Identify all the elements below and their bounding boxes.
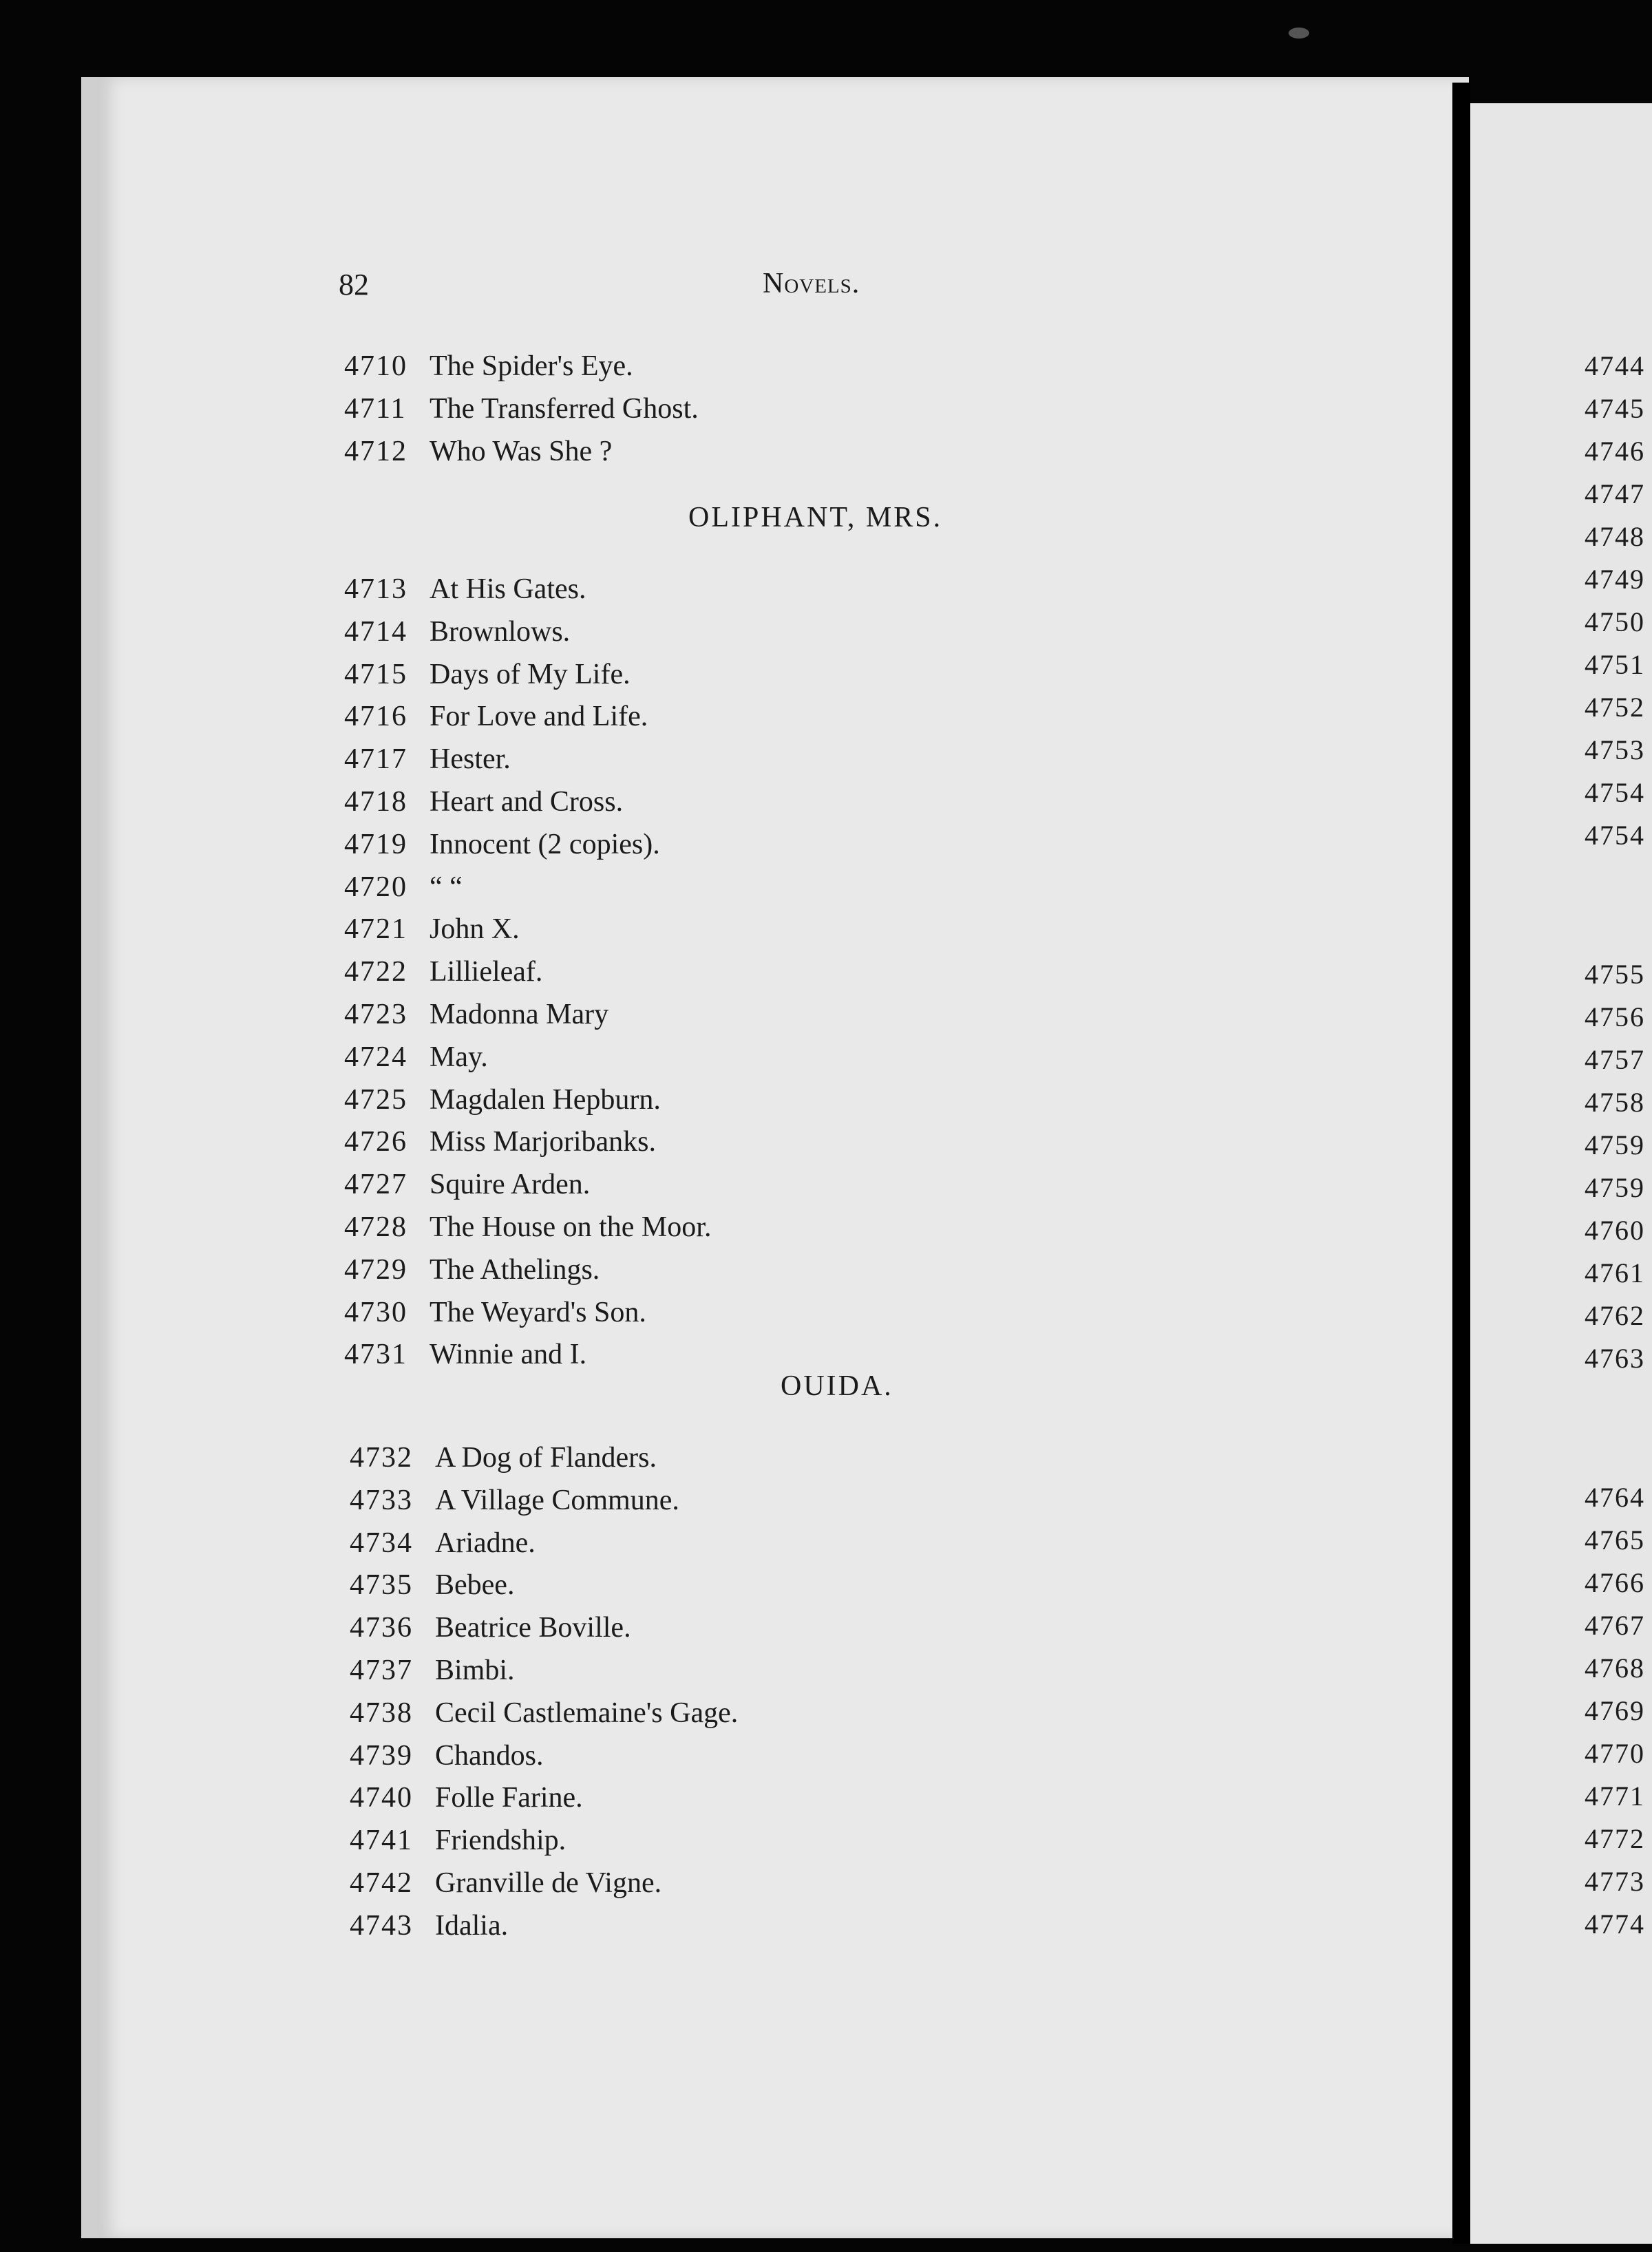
entry-title: Madonna Mary: [430, 999, 609, 1030]
facing-entry-number: 4763: [1585, 1343, 1645, 1374]
entry-title: Chandos.: [435, 1739, 544, 1772]
catalog-entry: [344, 700, 648, 739]
facing-entry-number: 4762: [1585, 1300, 1645, 1331]
catalog-entry: [344, 573, 586, 611]
facing-entry-number: 4758: [1585, 1087, 1645, 1118]
entry-title: For Love and Life.: [430, 701, 648, 733]
catalog-entry: [350, 1611, 631, 1650]
entry-number: 4728: [344, 1211, 407, 1243]
entry-number: 4735: [350, 1569, 413, 1602]
catalog-entry: [350, 1781, 583, 1820]
entry-number: 4729: [344, 1253, 407, 1286]
facing-entry-number: 4759: [1585, 1172, 1645, 1203]
entry-title: Heart and Cross.: [430, 786, 624, 818]
catalog-entry: [344, 1125, 656, 1164]
catalog-entry: [350, 1824, 566, 1862]
page-number: 82: [339, 268, 369, 301]
facing-entry-number: 4754: [1585, 820, 1645, 851]
entry-title: Miss Marjoribanks.: [430, 1126, 656, 1158]
entry-number: 4713: [344, 573, 407, 605]
entry-number: 4734: [350, 1527, 413, 1559]
entry-title: Ariadne.: [435, 1527, 536, 1559]
book-gutter: [1452, 83, 1470, 2244]
catalog-entry: [344, 1041, 488, 1079]
facing-entry-number: 4774: [1585, 1909, 1645, 1940]
entry-number: 4727: [344, 1169, 407, 1201]
catalog-entry: [350, 1569, 514, 1607]
entry-number: 4722: [344, 956, 407, 988]
author-heading: OUIDA.: [781, 1370, 893, 1402]
catalog-entry: [344, 828, 660, 867]
catalog-entry: [344, 1168, 590, 1207]
entry-title: John X.: [430, 913, 520, 946]
facing-entry-number: 4767: [1585, 1610, 1645, 1641]
entry-number: 4725: [344, 1083, 407, 1116]
catalog-entry: [344, 615, 570, 654]
entry-title: Winnie and I.: [430, 1339, 587, 1371]
entry-number: 4724: [344, 1041, 407, 1073]
book-page: [81, 77, 1469, 2238]
entry-title: May.: [430, 1041, 488, 1073]
entry-title: Lillieleaf.: [430, 956, 543, 988]
entry-title: Bebee.: [435, 1569, 515, 1602]
facing-entry-number: 4750: [1585, 606, 1645, 637]
entry-number: 4718: [344, 786, 407, 818]
facing-entry-number: 4751: [1585, 649, 1645, 680]
facing-entry-number: 4760: [1585, 1215, 1645, 1246]
author-heading: OLIPHANT, MRS.: [688, 502, 943, 533]
entry-number: 4739: [350, 1739, 413, 1772]
entry-number: 4731: [344, 1339, 407, 1371]
facing-entry-number: 4766: [1585, 1567, 1645, 1598]
catalog-entry: [344, 350, 633, 388]
facing-entry-number: 4771: [1585, 1781, 1645, 1812]
dust-speck: [1289, 28, 1309, 39]
entry-number: 4720: [344, 871, 407, 903]
entry-title: Idalia.: [435, 1909, 509, 1942]
facing-entry-number: 4768: [1585, 1653, 1645, 1683]
entry-title: A Village Commune.: [435, 1484, 679, 1516]
facing-entry-number: 4753: [1585, 734, 1645, 765]
catalog-entry: [344, 998, 608, 1037]
facing-entry-number: 4770: [1585, 1738, 1645, 1769]
entry-number: 4741: [350, 1825, 413, 1857]
catalog-entry: [344, 743, 511, 781]
entry-number: 4737: [350, 1655, 413, 1686]
catalog-entry: [344, 1211, 711, 1249]
entry-title: The Transferred Ghost.: [430, 392, 699, 425]
facing-entry-number: 4744: [1585, 350, 1645, 381]
running-title: Novels.: [763, 268, 860, 299]
entry-number: 4719: [344, 828, 407, 860]
entry-title: Days of My Life.: [430, 658, 631, 690]
entry-title: The Weyard's Son.: [430, 1296, 646, 1328]
entry-title: Cecil Castlemaine's Gage.: [435, 1697, 739, 1729]
catalog-entry: [344, 435, 612, 474]
facing-entry-number: 4772: [1585, 1823, 1645, 1854]
entry-number: 4715: [344, 658, 407, 690]
facing-entry-number: 4765: [1585, 1525, 1645, 1555]
catalog-entry: [350, 1697, 738, 1735]
entry-title: Folle Farine.: [435, 1782, 583, 1814]
entry-title: Friendship.: [435, 1825, 566, 1857]
entry-number: 4721: [344, 913, 407, 946]
entry-number: 4738: [350, 1697, 413, 1729]
entry-number: 4726: [344, 1126, 407, 1158]
entry-number: 4711: [344, 392, 407, 425]
entry-number: 4717: [344, 743, 407, 776]
catalog-entry: [344, 955, 542, 994]
entry-title: The House on the Moor.: [430, 1211, 712, 1243]
facing-entry-number: 4752: [1585, 692, 1645, 723]
entry-number: 4742: [350, 1867, 413, 1899]
entry-title: Innocent (2 copies).: [430, 828, 660, 860]
entry-title: Who Was She ?: [430, 435, 613, 467]
facing-entry-number: 4769: [1585, 1695, 1645, 1726]
entry-title: The Spider's Eye.: [430, 350, 633, 382]
catalog-entry: [344, 871, 463, 909]
facing-entry-number: 4746: [1585, 436, 1645, 467]
entry-number: 4733: [350, 1484, 413, 1516]
facing-entry-number: 4773: [1585, 1866, 1645, 1897]
catalog-entry: [344, 1083, 661, 1122]
catalog-entry: [344, 785, 623, 824]
catalog-entry: [344, 1338, 586, 1377]
catalog-entry: [350, 1484, 679, 1522]
catalog-entry: [350, 1909, 508, 1948]
entry-number: 4736: [350, 1612, 413, 1644]
entry-title: Hester.: [430, 743, 511, 776]
facing-entry-number: 4745: [1585, 393, 1645, 424]
catalog-entry: [344, 392, 699, 431]
entry-title: At His Gates.: [430, 573, 586, 605]
entry-title: Granville de Vigne.: [435, 1867, 662, 1899]
entry-number: 4732: [350, 1442, 413, 1474]
catalog-entry: [344, 1253, 600, 1292]
entry-title: A Dog of Flanders.: [435, 1442, 657, 1474]
facing-entry-number: 4754: [1585, 777, 1645, 808]
facing-entry-number: 4756: [1585, 1001, 1645, 1032]
entry-title: The Athelings.: [430, 1253, 600, 1286]
entry-number: 4716: [344, 701, 407, 733]
catalog-entry: [350, 1867, 661, 1905]
entry-title: Beatrice Boville.: [435, 1612, 631, 1644]
entry-title: Magdalen Hepburn.: [430, 1083, 661, 1116]
entry-title: Bimbi.: [435, 1655, 515, 1686]
entry-number: 4740: [350, 1782, 413, 1814]
facing-entry-number: 4747: [1585, 478, 1645, 509]
facing-entry-number: 4757: [1585, 1044, 1645, 1075]
catalog-entry: [344, 1296, 646, 1335]
catalog-entry: [350, 1527, 536, 1565]
page-header: [0, 267, 1652, 308]
entry-number: 4710: [344, 350, 407, 382]
facing-entry-number: 4764: [1585, 1482, 1645, 1513]
entry-number: 4730: [344, 1296, 407, 1328]
catalog-entry: [350, 1739, 544, 1778]
entry-number: 4723: [344, 999, 407, 1030]
entry-number: 4714: [344, 615, 407, 648]
catalog-entry: [350, 1654, 515, 1692]
facing-entry-number: 4761: [1585, 1257, 1645, 1288]
entry-title: “ “: [430, 871, 463, 903]
entry-number: 4712: [344, 435, 407, 467]
catalog-entry: [344, 913, 520, 951]
entry-title: Brownlows.: [430, 615, 571, 648]
facing-entry-number: 4755: [1585, 959, 1645, 990]
facing-entry-number: 4749: [1585, 564, 1645, 595]
catalog-entry: [344, 658, 631, 697]
catalog-entry: [350, 1441, 657, 1480]
facing-entry-number: 4748: [1585, 521, 1645, 552]
entry-number: 4743: [350, 1909, 413, 1942]
facing-entry-number: 4759: [1585, 1129, 1645, 1160]
entry-title: Squire Arden.: [430, 1169, 591, 1201]
